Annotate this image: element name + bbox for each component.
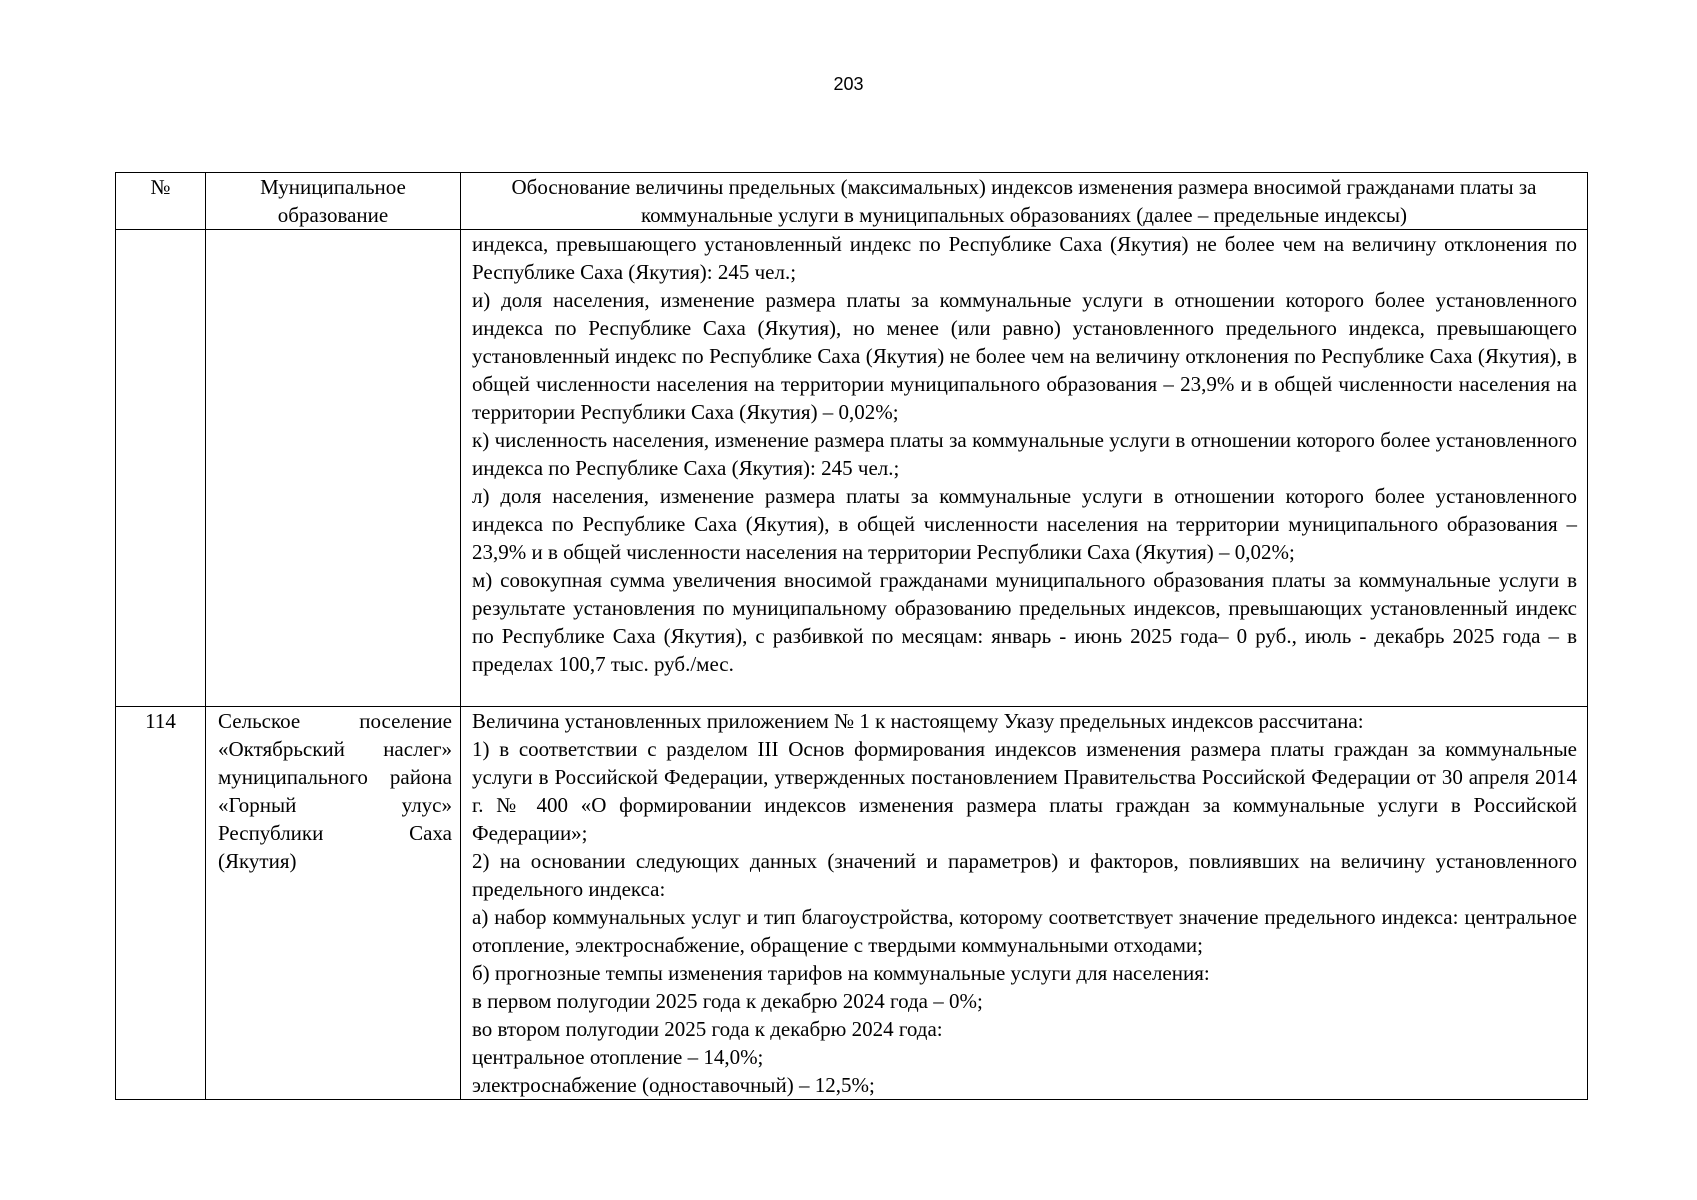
row-municipality (206, 230, 461, 707)
header-justification: Обоснование величины предельных (максимальных) индексов изменения размера вносимой гражданами платы за коммунальные услуги в муниципальных образованиях (далее – предельные индексы) (461, 173, 1588, 230)
table-row (116, 707, 1588, 1100)
row-number: 114 (116, 707, 206, 1100)
header-municipality: Муниципальное образование (206, 173, 461, 230)
header-number: № (116, 173, 206, 230)
justification-paragraph: к) численность населения, изменение размера платы за коммунальные услуги в отношении которого более установленного индекса по Республике Саха (Якутия): 245 чел.; (472, 428, 1577, 480)
justification-paragraph: б) прогнозные темпы изменения тарифов на коммунальные услуги для населения: (472, 961, 1210, 985)
justification-paragraph: в первом полугодии 2025 года к декабрю 2024 года – 0%; (472, 989, 983, 1013)
justification-table (115, 172, 1588, 1100)
table-header-row (116, 173, 1588, 230)
justification-paragraph: 1) в соответствии с разделом III Основ формирования индексов изменения размера платы граждан за коммунальные услуги в Российской Федерации, утвержденных постановлением Правительства Российской Федерации от 30 апреля 2014 г. № 400 «О формировании индексов изменения размера платы граждан за коммунальные услуги в Российской Федерации»; (472, 737, 1577, 845)
row-justification (461, 707, 1588, 1100)
row-municipality: Сельское поселение «Октябрьский наслег» муниципального района «Горный улус» Республики Саха (Якутия) (206, 707, 461, 1100)
justification-paragraph: л) доля населения, изменение размера платы за коммунальные услуги в отношении которого более установленного индекса по Республике Саха (Якутия), в общей численности населения на территории муниципального образования – 23,9% и в общей численности населения на территории Республики Саха (Якутия) – 0,02%; (472, 484, 1577, 564)
justification-paragraph: Величина установленных приложением № 1 к настоящему Указу предельных индексов рассчитана: (472, 709, 1364, 733)
justification-paragraph: электроснабжение (одноставочный) – 12,5%; (472, 1073, 875, 1097)
justification-paragraph: центральное отопление – 14,0%; (472, 1045, 764, 1069)
justification-paragraph: 2) на основании следующих данных (значений и параметров) и факторов, повлиявших на величину установленного предельного индекса: (472, 849, 1577, 901)
row-number (116, 230, 206, 707)
justification-paragraph: индекса, превышающего установленный индекс по Республике Саха (Якутия) не более чем на величину отклонения по Республике Саха (Якутия): 245 чел.; (472, 232, 1577, 284)
table-row (116, 230, 1588, 707)
justification-paragraph: а) набор коммунальных услуг и тип благоустройства, которому соответствует значение предельного индекса: центральное отопление, электроснабжение, обращение с твердыми коммунальными отходами; (472, 905, 1577, 957)
justification-paragraph: м) совокупная сумма увеличения вносимой гражданами муниципального образования платы за коммунальные услуги в результате установления по муниципальному образованию предельных индексов, превышающих установленный индекс по Республике Саха (Якутия), с разбивкой по месяцам: январь - июнь 2025 года– 0 руб., июль - декабрь 2025 года – в пределах 100,7 тыс. руб./мес. (472, 568, 1577, 676)
row-justification (461, 230, 1588, 707)
justification-paragraph: и) доля населения, изменение размера платы за коммунальные услуги в отношении которого более установленного индекса по Республике Саха (Якутия), но менее (или равно) установленного предельного индекса, превышающего установленный индекс по Республике Саха (Якутия) не более чем на величину отклонения по Республике Саха (Якутия), в общей численности населения на территории муниципального образования – 23,9% и в общей численности населения на территории Республики Саха (Якутия) – 0,02%; (472, 288, 1577, 424)
justification-paragraph: во втором полугодии 2025 года к декабрю 2024 года: (472, 1017, 943, 1041)
page-number: 203 (833, 74, 864, 94)
